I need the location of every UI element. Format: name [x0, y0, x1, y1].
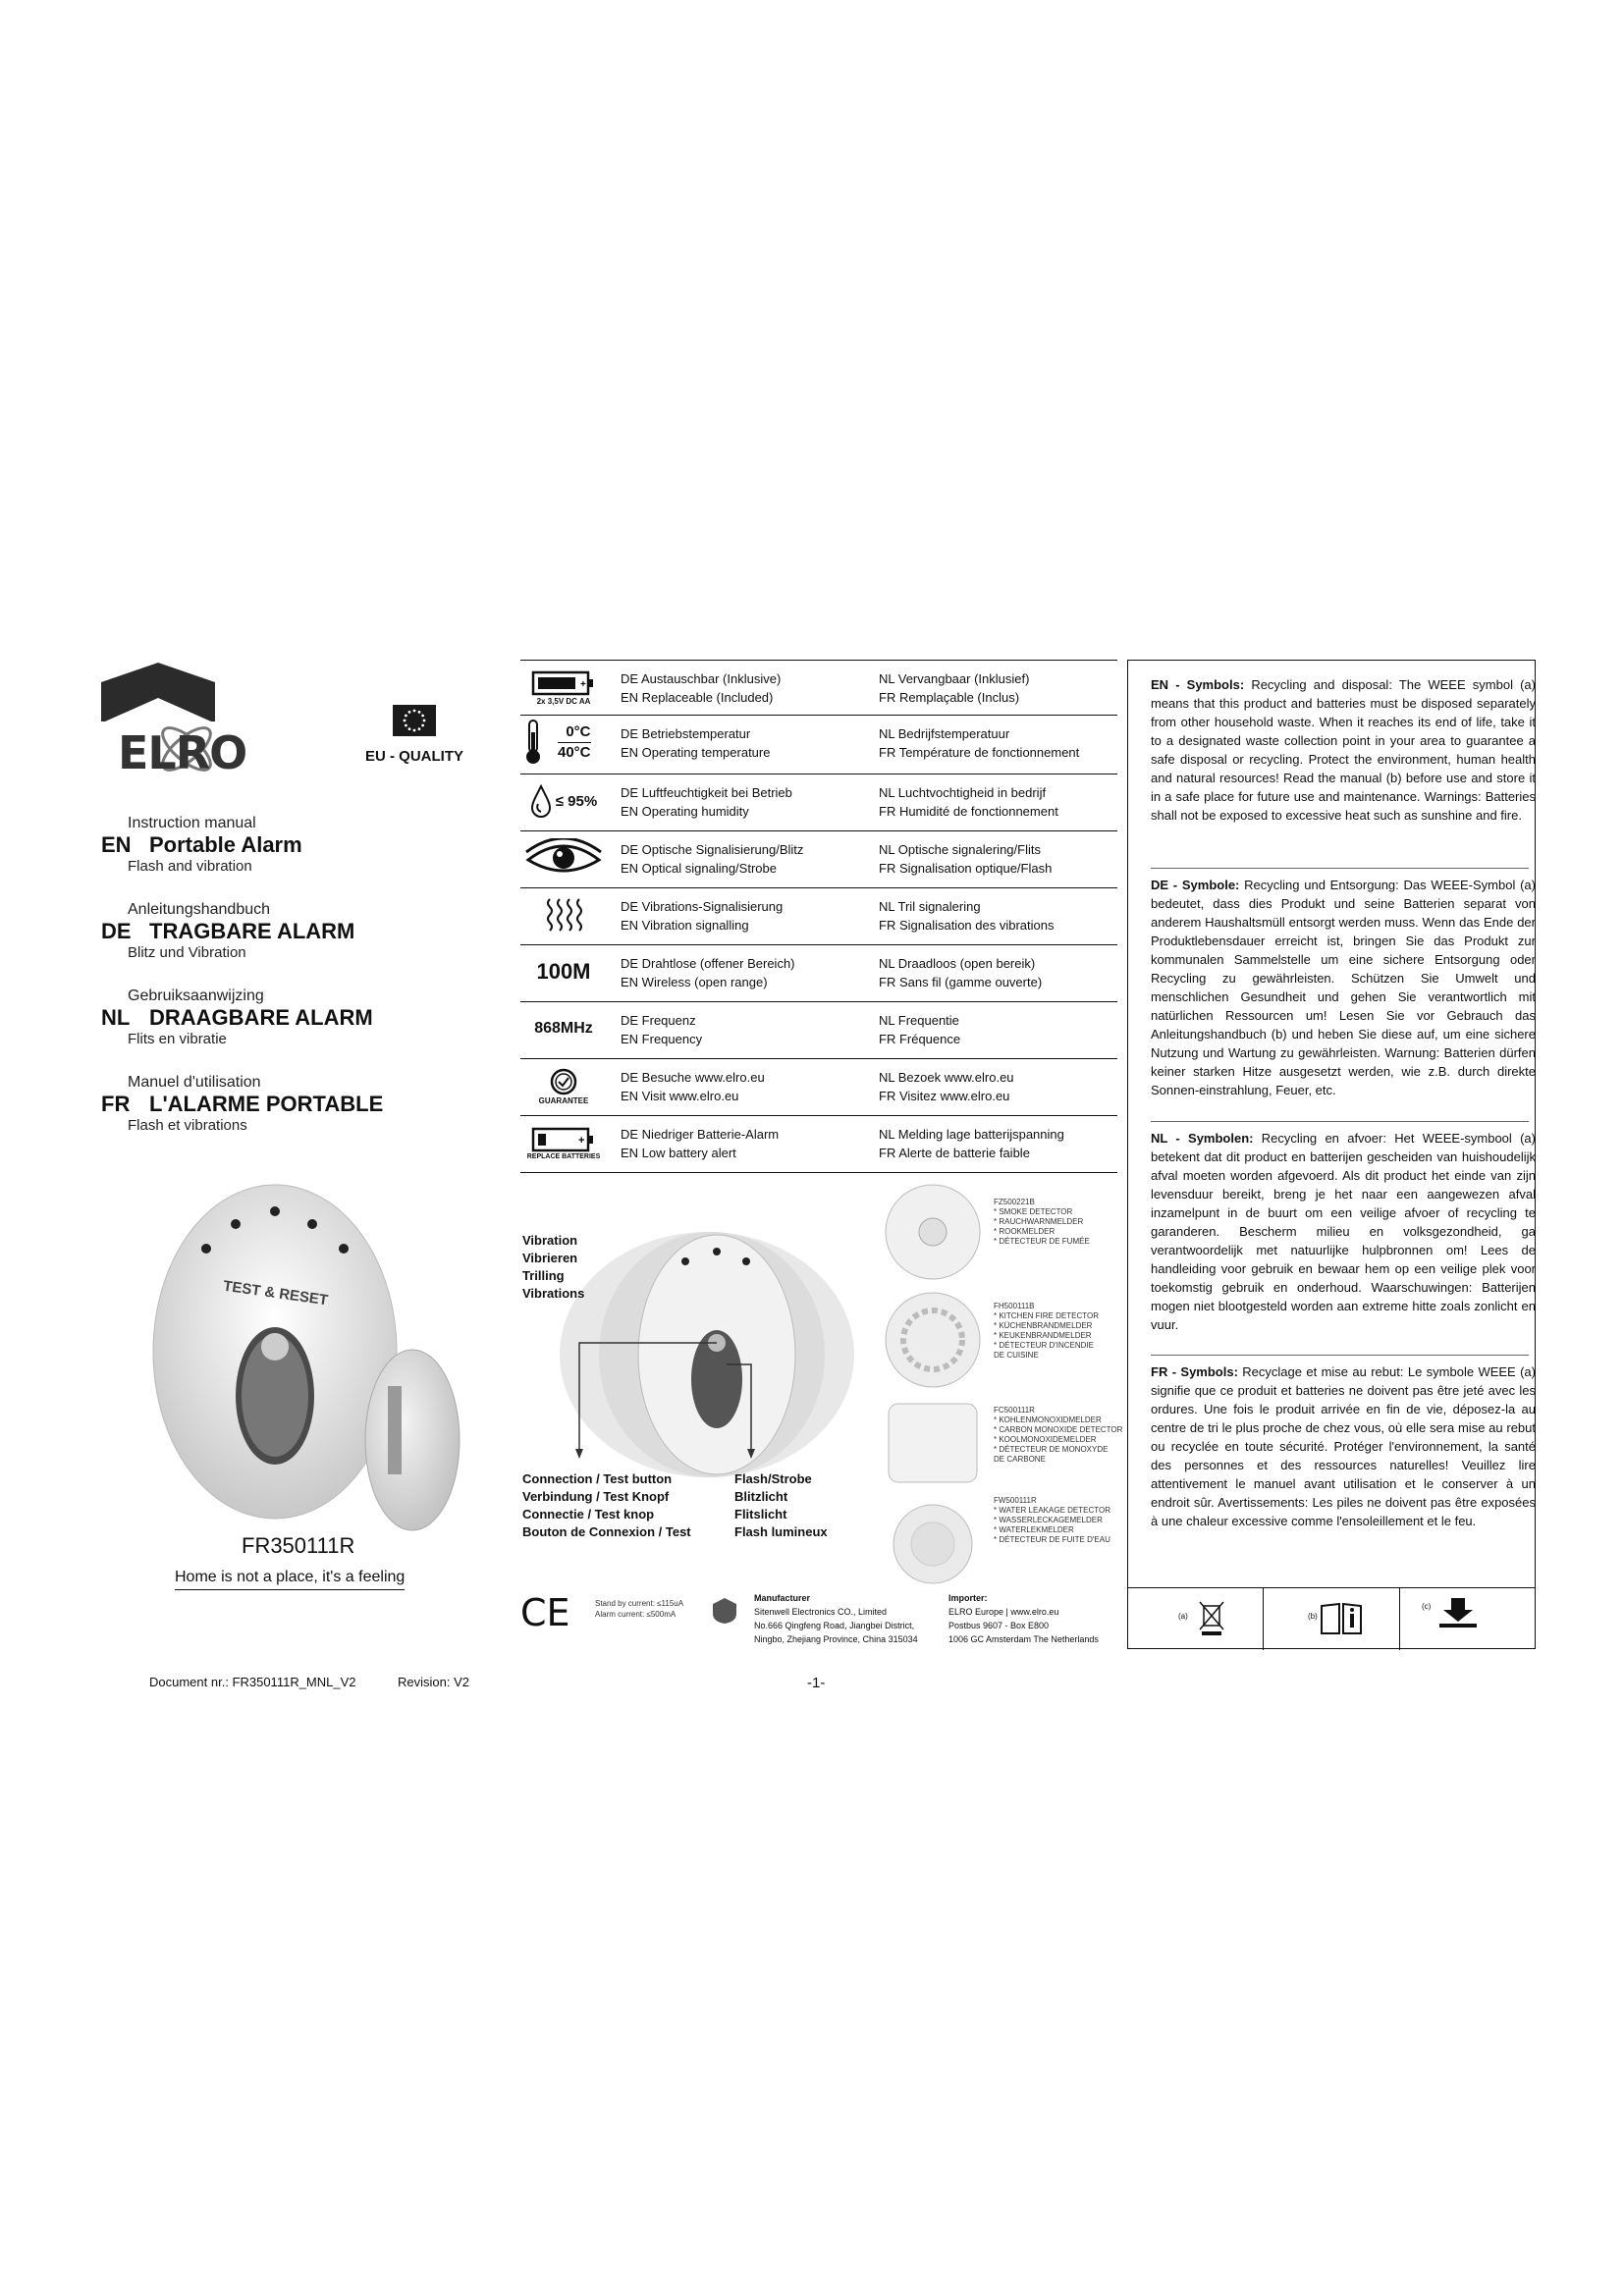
spec-de: DE Drahtlose (offener Bereich) — [621, 956, 795, 971]
disposal-arrow-icon — [1434, 1596, 1483, 1629]
spec-nl: NL Melding lage batterijspanning — [879, 1127, 1064, 1142]
spec-row-guarantee — [520, 1059, 1117, 1116]
spec-nl: NL Luchtvochtigheid in bedrijf — [879, 785, 1047, 800]
language-en — [101, 815, 302, 875]
spec-row-low-battery — [520, 1116, 1117, 1173]
spec-fr: FR Température de fonctionnement — [879, 745, 1080, 760]
spec-en: EN Operating humidity — [621, 804, 749, 819]
spec-fr: FR Signalisation des vibrations — [879, 918, 1055, 933]
vibration-label: Vibration Vibrieren Trilling Vibrations — [522, 1233, 585, 1301]
spec-en: EN Visit www.elro.eu — [621, 1089, 739, 1103]
spec-row-humidity — [520, 774, 1117, 831]
battery-icon: + 2x 3,5V DC AA — [522, 665, 605, 710]
spec-de: DE Besuche www.elro.eu — [621, 1070, 765, 1085]
spec-row-range — [520, 945, 1117, 1002]
importer-info: Importer: ELRO Europe | www.elro.eu Postbus 9607 - Box E800 1006 GC Amsterdam The Netherlands — [948, 1593, 1099, 1644]
spec-nl: NL Frequentie — [879, 1013, 959, 1028]
revision: Revision: V2 — [398, 1675, 469, 1689]
spec-row-frequency — [520, 1002, 1117, 1059]
ce-mark: CE — [520, 1591, 570, 1634]
product-subtitle: Flash and vibration — [128, 858, 252, 875]
manufacturer-info: Manufacturer Sitenwell Electronics CO., Limited No.666 Qingfeng Road, Jiangbei District, Ningbo, Zhejiang Province, China 315034 — [754, 1593, 918, 1644]
manual-label: Anleitungshandbuch — [128, 901, 271, 918]
model-number: FR350111R — [242, 1533, 355, 1558]
spec-nl: NL Vervangbaar (Inklusief) — [879, 671, 1030, 686]
low-battery-icon: + REPLACE BATTERIES — [522, 1120, 605, 1165]
disposal-nl: NL - Symbolen: Recycling en afvoer: Het WEEE-symbool (a) betekent dat dit product en batterijen gescheiden van huishoudelijk afval moeten worden afgevoerd. Als dit product het einde van zijn levensduur bereikt, breng je het naar een aangewezen afval inzamelpunt in de buurt om een veilige afvoer of recycling te garanderen. Bescherm milieu en volksgezondheid, ga verantwoordelijk met natuurlijke hulpbronnen om! Lees de handleiding voor gebruik en bewaar hem op een veilige plek voor toekomstig gebruik en onderhoud. Waarschuwingen: Batterijen mogen niet blootgesteld worden aan extreme hitte zoals zonlicht en vuur. — [1151, 1131, 1536, 1332]
spec-en: EN Vibration signalling — [621, 918, 749, 933]
eye-icon — [522, 835, 605, 881]
eu-flag-icon — [393, 705, 436, 736]
spec-en: EN Frequency — [621, 1032, 703, 1046]
frequency-icon: 868MHz — [534, 1020, 593, 1037]
weee-bin-icon — [1198, 1598, 1225, 1637]
spec-en: EN Wireless (open range) — [621, 975, 768, 989]
elro-logo-text: ELRO — [118, 726, 247, 779]
divider — [1151, 1121, 1529, 1122]
spec-fr: FR Alerte de batterie faible — [879, 1146, 1030, 1160]
symbol-c-label: (c) — [1422, 1602, 1432, 1611]
detector-kitchen: FH500111B * KITCHEN FIRE DETECTOR * KÜCHENBRANDMELDER * KEUKENBRANDMELDER * DÉTECTEUR D'INCENDIE DE CUISINE — [994, 1302, 1099, 1360]
product-subtitle: Flash et vibrations — [128, 1117, 247, 1134]
spec-en: EN Optical signaling/Strobe — [621, 861, 777, 876]
spec-row-battery — [520, 661, 1117, 716]
spec-nl: NL Optische signalering/Flits — [879, 842, 1041, 857]
disposal-de: DE - Symbole: Recycling und Entsorgung: Das WEEE-Symbol (a) bedeutet, dass dies Produkt und seine Batterien separat von anderem Haushaltsmüll entsorgt werden muss. Wenn das Ende der Produktlebensdauer erreicht ist, bringen Sie das Produkt zur kommunalen Sammelstelle um eine sichere Entsorgung oder Recycling zu gewährleisten. Schützen Sie Umwelt und menschlichen Gesundheit und gehen Sie verantwortlich mit natürlichen Ressourcen um! Lesen Sie vor Gebrauch das Anleitungshandbuch (b) und heben Sie diese auf, um eine sichere Nutzung und Wartung zu gewährleisten. Warnung: Batterien dürfen keiner starken Hitze ausgesetzt werden, wie z.B. durch direkte Sonnen-einstrahlung, Feuer, etc. — [1151, 878, 1536, 1097]
range-icon: 100M — [536, 959, 591, 984]
manual-label: Manuel d'utilisation — [128, 1074, 261, 1091]
product-title: FR L'ALARME PORTABLE — [101, 1092, 384, 1116]
page-number: -1- — [807, 1675, 826, 1691]
spec-fr: FR Sans fil (gamme ouverte) — [879, 975, 1043, 989]
divider — [1151, 1355, 1529, 1356]
vibration-icon — [522, 892, 605, 937]
thermometer-icon: 0°C 40°C — [522, 720, 605, 765]
divider — [1151, 868, 1529, 869]
product-title: NL DRAAGBARE ALARM — [101, 1005, 373, 1030]
manual-label: Instruction manual — [128, 815, 256, 831]
connection-label: Connection / Test button Verbindung / Test Knopf Connectie / Test knop Bouton de Connexion / Test — [522, 1471, 691, 1539]
spec-fr: FR Humidité de fonctionnement — [879, 804, 1058, 819]
product-subtitle: Flits en vibratie — [128, 1031, 227, 1047]
spec-de: DE Optische Signalisierung/Blitz — [621, 842, 804, 857]
spec-row-optical — [520, 831, 1117, 888]
tagline: Home is not a place, it's a feeling — [175, 1569, 405, 1590]
language-de — [101, 901, 354, 961]
alarm-vibration-figure — [540, 1217, 884, 1482]
spec-de: DE Betriebstemperatur — [621, 726, 751, 741]
spec-nl: NL Bezoek www.elro.eu — [879, 1070, 1014, 1085]
symbols-row — [1127, 1587, 1536, 1650]
spec-row-temperature — [520, 716, 1117, 774]
spec-de: DE Niedriger Batterie-Alarm — [621, 1127, 780, 1142]
spec-row-vibration — [520, 888, 1117, 945]
guarantee-icon: GUARANTEE — [522, 1063, 605, 1108]
detector-water: FW500111R * WATER LEAKAGE DETECTOR * WASSERLECKAGEMELDER * WATERLEKMELDER * DÉTECTEUR DE FUITE D'EAU — [994, 1496, 1110, 1544]
symbol-b-label: (b) — [1308, 1612, 1318, 1621]
language-nl — [101, 988, 373, 1047]
read-manual-icon — [1320, 1602, 1363, 1635]
spec-fr: FR Fréquence — [879, 1032, 961, 1046]
disposal-en: EN - Symbols: Recycling and disposal: The WEEE symbol (a) means that this product and batteries must be disposed separately from other household waste. When it reaches its end of life, take it to a designated waste collection point in your area to guarantee a safe disposal or recycling. Protect the environment, human health and natural resources! Read the manual (b) before use and store it in a safe place for future use and maintenance. Warnings: Batteries shall not be exposed to excessive heat such as sunshine and fire. — [1151, 677, 1536, 823]
document-number: Document nr.: FR350111R_MNL_V2 — [149, 1675, 356, 1689]
humidity-icon: ≤ 95% — [522, 778, 605, 824]
detector-images — [879, 1183, 987, 1585]
disposal-fr: FR - Symbols: Recyclage et mise au rebut: Le symbole WEEE (a) signifie que ce produit et batteries ne doivent pas être jeté avec les ordures. Une fois le produit arrivée en fin de vie, déposez-la au centre de tri le plus proche de chez vous, où elle sera mise au rebut ou recyclée en toute sécurité. Protéger l'environnement, la santé des personnes et des ressources naturelles! Veuillez lire attentivement le manuel avant utilisation et le conserver à un endroit sûr. Avertissements: Les piles ne doivent pas être exposées à une chaleur excessive comme l'ensoleillement et le feu. — [1151, 1364, 1536, 1528]
product-subtitle: Blitz und Vibration — [128, 944, 246, 961]
eu-quality-label: EU - QUALITY — [365, 748, 463, 765]
svg-text:+: + — [578, 1134, 585, 1147]
spec-en: EN Replaceable (Included) — [621, 690, 774, 705]
spec-de: DE Luftfeuchtigkeit bei Betrieb — [621, 785, 792, 800]
current-info: Stand by current: ≤115uA Alarm current: ≤500mA — [595, 1599, 684, 1619]
detector-smoke: FZ500221B * SMOKE DETECTOR * RAUCHWARNMELDER * ROOKMELDER * DÉTECTEUR DE FUMÉE — [994, 1198, 1090, 1246]
flash-label: Flash/Strobe Blitzlicht Flitslicht Flash lumineux — [734, 1471, 828, 1539]
spec-de: DE Frequenz — [621, 1013, 696, 1028]
spec-fr: FR Signalisation optique/Flash — [879, 861, 1053, 876]
product-title: EN Portable Alarm — [101, 832, 302, 857]
spec-nl: NL Tril signalering — [879, 899, 981, 914]
detector-co: FC500111R * KOHLENMONOXIDMELDER * CARBON MONOXIDE DETECTOR * KOOLMONOXIDEMELDER * DÉTECTEUR DE MONOXYDE DE CARBONE — [994, 1406, 1123, 1464]
spec-fr: FR Remplaçable (Inclus) — [879, 690, 1020, 705]
spec-en: EN Low battery alert — [621, 1146, 736, 1160]
spec-table — [520, 660, 1117, 1173]
spec-nl: NL Draadloos (open bereik) — [879, 956, 1036, 971]
spec-de: DE Vibrations-Signalisierung — [621, 899, 784, 914]
test-reset-label: TEST & RESET — [222, 1277, 330, 1309]
manual-label: Gebruiksaanwijzing — [128, 988, 264, 1004]
spec-en: EN Operating temperature — [621, 745, 771, 760]
symbol-a-label: (a) — [1178, 1612, 1188, 1621]
spec-de: DE Austauschbar (Inklusive) — [621, 671, 782, 686]
svg-text:+: + — [580, 678, 586, 690]
spec-fr: FR Visitez www.elro.eu — [879, 1089, 1010, 1103]
product-title: DE TRAGBARE ALARM — [101, 919, 355, 943]
spec-nl: NL Bedrijfstemperatuur — [879, 726, 1010, 741]
manufacturer-icon — [711, 1596, 738, 1626]
portable-alarm-image — [147, 1170, 481, 1533]
language-fr — [101, 1074, 383, 1134]
